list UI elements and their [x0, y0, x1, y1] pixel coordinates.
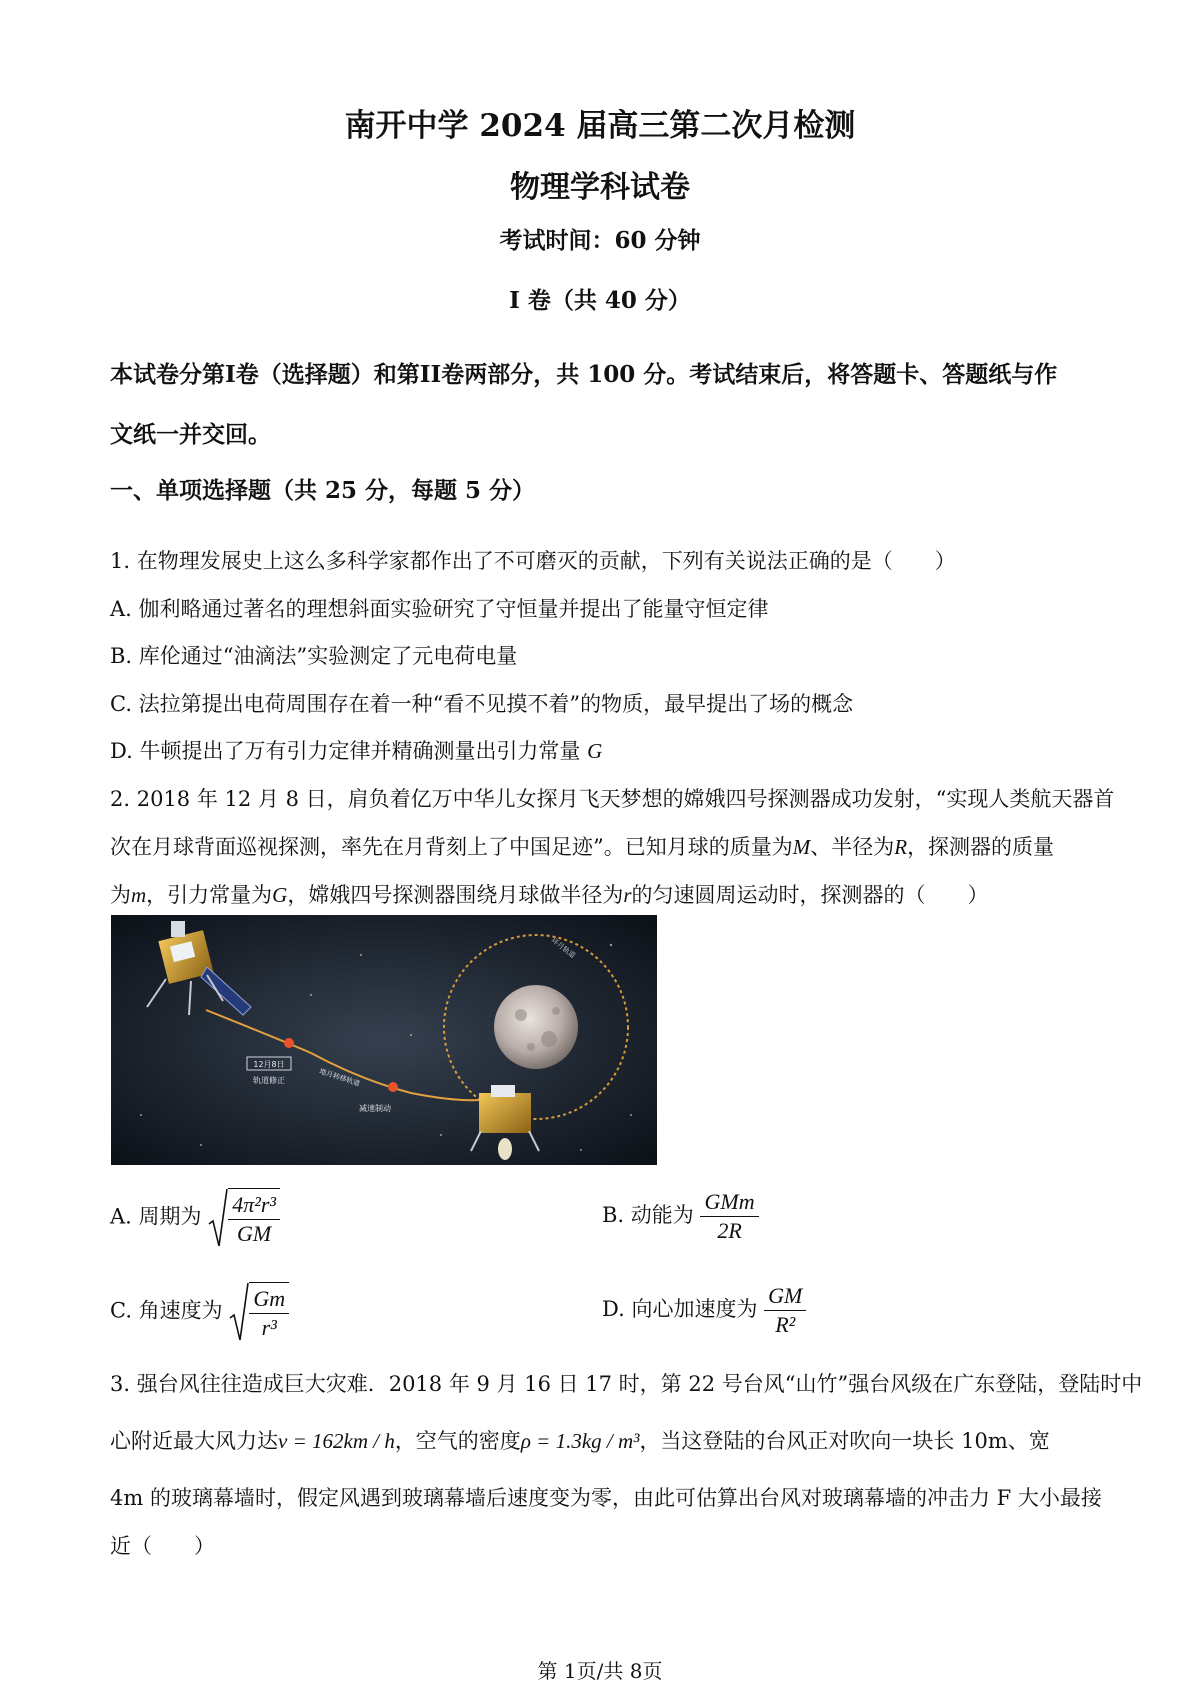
q2-d-numerator: GM — [764, 1282, 806, 1311]
q2-b-denominator: 2R — [717, 1218, 742, 1243]
q1-option-d-var: G — [587, 739, 603, 763]
q3-line-4: 近（ ） — [110, 1534, 215, 1558]
section-heading: 一、单项选择题（共 25 分，每题 5 分） — [110, 477, 536, 504]
q3-line-1: 3. 强台风往往造成巨大灾难．2018 年 9 月 16 日 17 时，第 22 号台风“山竹”强台风级在广东登陆，登陆时中 — [110, 1372, 1143, 1396]
figure-label-orbit-correction: 轨道修正 — [253, 1076, 285, 1085]
wind-speed-formula: v = 162km / h — [278, 1429, 395, 1453]
orbit-illustration — [111, 915, 657, 1165]
sqrt-symbol — [229, 1282, 289, 1342]
exam-duration: 考试时间：60 分钟 — [499, 227, 701, 254]
q3-line-2-c: ，当这登陆的台风正对吹向一块长 10m、宽 — [639, 1429, 1050, 1453]
instructions-line-2: 文纸一并交回。 — [110, 421, 271, 448]
q2-line-2-b: 、半径为 — [810, 835, 895, 859]
q3-line-3: 4m 的玻璃幕墙时，假定风遇到玻璃幕墙后速度变为零，由此可估算出台风对玻璃幕墙的冲击力 F 大小最接 — [110, 1486, 1102, 1510]
q2-line-2 — [110, 831, 1100, 861]
instructions-line-1: 本试卷分第I卷（选择题）和第II卷两部分，共 100 分。考试结束后，将答题卡、答题纸与作 — [110, 361, 1058, 388]
q3-line-2 — [110, 1425, 1100, 1455]
q2-b-numerator: GMm — [700, 1188, 758, 1217]
figure-label-date: 12月8日 — [253, 1060, 285, 1069]
q2-option-b-label: B. 动能为 — [602, 1203, 694, 1227]
q2-line-2-a: 次在月球背面巡视探测，率先在月背刻上了中国足迹”。已知月球的质量为 — [110, 835, 793, 859]
q1-stem: 1. 在物理发展史上这么多科学家都作出了不可磨灭的贡献，下列有关说法正确的是（ ） — [110, 549, 956, 573]
q2-option-c-label: C. 角速度为 — [110, 1298, 223, 1323]
q2-line-3-c: ，嫦娥四号探测器围绕月球做半径为 — [287, 883, 624, 907]
radical-icon — [229, 1282, 249, 1342]
subject-title: 物理学科试卷 — [510, 170, 690, 205]
q2-option-b — [602, 1188, 759, 1245]
figure-label-braking: 减速制动 — [359, 1104, 391, 1113]
q2-option-c — [110, 1282, 289, 1342]
q2-a-denominator: GM — [237, 1221, 272, 1246]
q2-c-denominator: r³ — [261, 1315, 277, 1340]
q1-option-d-text: D. 牛顿提出了万有引力定律并精确测量出引力常量 — [110, 739, 581, 763]
q2-d-denominator: R² — [775, 1312, 796, 1337]
q2-option-d — [602, 1282, 806, 1339]
q3-line-2-b: ，空气的密度 — [394, 1429, 521, 1453]
q1-option-d — [110, 735, 1100, 765]
q1-option-a: A. 伽利略通过著名的理想斜面实验研究了守恒量并提出了能量守恒定律 — [110, 597, 769, 621]
moon — [494, 985, 578, 1069]
part-heading: I 卷（共 40 分） — [509, 287, 691, 314]
radical-icon — [208, 1188, 228, 1248]
q2-line-3-d: 的匀速圆周运动时，探测器的（ ） — [631, 883, 989, 907]
exam-instructions — [110, 345, 1100, 465]
var-R: R — [894, 835, 908, 859]
q2-line-3-b: ，引力常量为 — [146, 883, 273, 907]
figure-label-lunar-orbit: 环月轨道 — [549, 936, 577, 960]
orbit-correction-point — [284, 1038, 294, 1048]
q2-option-a-label: A. 周期为 — [110, 1204, 202, 1229]
braking-point — [388, 1082, 398, 1092]
figure-label-transfer: 地月转移轨道 — [318, 1067, 361, 1088]
q2-line-2-c: ，探测器的质量 — [907, 835, 1055, 859]
change4-orbit-figure — [111, 915, 657, 1165]
q2-line-3-a: 为 — [110, 883, 131, 907]
q2-a-numerator: 4π²r³ — [228, 1191, 280, 1220]
var-G: G — [272, 883, 288, 907]
q2-line-1: 2. 2018 年 12 月 8 日，肩负着亿万中华儿女探月飞天梦想的嫦娥四号探测器成功发射，“实现人类航天器首 — [110, 787, 1115, 811]
var-r: r — [623, 883, 632, 907]
q2-c-numerator: Gm — [249, 1285, 289, 1314]
sqrt-symbol — [208, 1188, 280, 1248]
q1-option-c: C. 法拉第提出电荷周围存在着一种“看不见摸不着”的物质，最早提出了场的概念 — [110, 692, 854, 716]
var-M: M — [792, 835, 811, 859]
q2-option-a — [110, 1188, 280, 1248]
page-footer: 第 1页/共 8页 — [537, 1659, 663, 1683]
q2-option-d-label: D. 向心加速度为 — [602, 1297, 758, 1321]
q3-line-2-a: 心附近最大风力达 — [110, 1429, 278, 1453]
q1-option-b: B. 库伦通过“油滴法”实验测定了元电荷电量 — [110, 644, 518, 668]
var-m: m — [131, 883, 147, 907]
exam-title: 南开中学 2024 届高三第二次月检测 — [344, 108, 856, 144]
q2-line-3 — [110, 879, 1100, 909]
air-density-formula: ρ = 1.3kg / m³ — [520, 1429, 640, 1453]
